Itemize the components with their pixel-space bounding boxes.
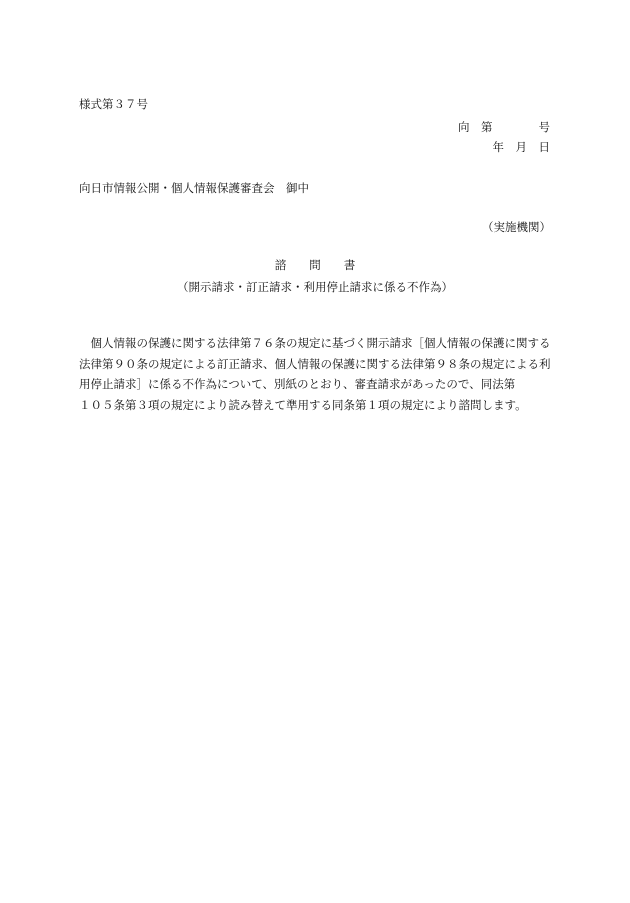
document-number: 向 第 号 (458, 120, 550, 134)
document-title: 諮 問 書 (274, 258, 356, 272)
issuer: （実施機関） (482, 220, 551, 234)
document-date: 年 月 日 (492, 140, 550, 154)
recipient: 向日市情報公開・個人情報保護審査会 御中 (79, 181, 309, 195)
form-number: 様式第３７号 (79, 97, 148, 111)
body-paragraph: 個人情報の保護に関する法律第７６条の規定に基づく開示請求［個人情報の保護に関する法律第９０条の規定による訂正請求、個人情報の保護に関する法律第９８条の規定による利用停止請求］に係る不作為について、別紙のとおり、審査請求があったので、同法第 １０５条第３項の規定により読み替えて準用する同条第１項の規定により諮問します。 (79, 336, 551, 412)
document-subtitle: （開示請求・訂正請求・利用停止請求に係る不作為） (177, 280, 453, 294)
